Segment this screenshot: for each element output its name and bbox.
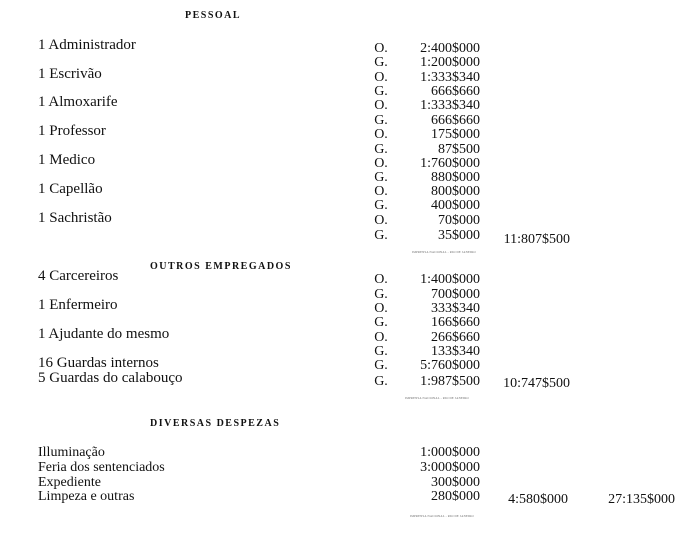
amount: 175$000: [431, 127, 480, 142]
amount: 166$660: [431, 315, 480, 330]
pay-code: G.: [374, 198, 388, 213]
pay-code: G.: [374, 142, 388, 157]
staff-name: 1 Enfermeiro: [38, 297, 118, 313]
staff-name: 1 Medico: [38, 152, 96, 168]
amount: 1:333$340: [420, 98, 480, 113]
staff-name: 5 Guardas do calabouço: [38, 370, 183, 386]
pay-code: O.: [374, 272, 388, 287]
section-heading-outros: OUTROS EMPREGADOS: [150, 261, 292, 272]
expense-name: Limpeza e outras: [38, 489, 135, 504]
amount: 3:000$000: [420, 460, 480, 475]
staff-name: 16 Guardas internos: [38, 355, 159, 371]
printer-stamp: IMPRENSA NACIONAL - RIO DE JANEIRO: [405, 396, 469, 400]
pay-code: O.: [374, 41, 388, 56]
amount: 700$000: [431, 287, 480, 302]
printer-stamp: IMPRENSA NACIONAL - RIO DE JANEIRO: [410, 514, 474, 518]
subtotal-diversas: 4:580$000: [508, 492, 568, 507]
grand-total: 27:135$000: [608, 492, 675, 507]
pay-code: O.: [374, 98, 388, 113]
amount: 333$340: [431, 301, 480, 316]
subtotal-pessoal: 11:807$500: [503, 232, 570, 247]
pay-code: G.: [374, 374, 388, 389]
pay-code: O.: [374, 184, 388, 199]
amount: 300$000: [431, 475, 480, 490]
staff-name: 1 Capellão: [38, 181, 103, 197]
expense-name: Expediente: [38, 475, 101, 490]
amount: 35$000: [438, 228, 480, 243]
pay-code: O.: [374, 301, 388, 316]
pay-code: G.: [374, 315, 388, 330]
expense-name: Feria dos sentenciados: [38, 460, 165, 475]
pay-code: O.: [374, 70, 388, 85]
amount: 266$660: [431, 330, 480, 345]
staff-name: 1 Escrivão: [38, 66, 102, 82]
amount: 1:400$000: [420, 272, 480, 287]
pay-code: O.: [374, 156, 388, 171]
staff-name: 4 Carcereiros: [38, 268, 119, 284]
pay-code: O.: [374, 213, 388, 228]
amount: 1:760$000: [420, 156, 480, 171]
pay-code: G.: [374, 170, 388, 185]
pay-code: O.: [374, 330, 388, 345]
amount: 133$340: [431, 344, 480, 359]
amount: 666$660: [431, 113, 480, 128]
pay-code: G.: [374, 287, 388, 302]
amount: 70$000: [438, 213, 480, 228]
pay-code: G.: [374, 113, 388, 128]
pay-code: G.: [374, 228, 388, 243]
section-heading-diversas: DIVERSAS DESPEZAS: [150, 418, 281, 429]
amount: 800$000: [431, 184, 480, 199]
amount: 280$000: [431, 489, 480, 504]
pay-code: G.: [374, 358, 388, 373]
section-heading-pessoal: PESSOAL: [185, 10, 242, 21]
amount: 880$000: [431, 170, 480, 185]
amount: 1:200$000: [420, 55, 480, 70]
amount: 666$660: [431, 84, 480, 99]
amount: 1:000$000: [420, 445, 480, 460]
pay-code: G.: [374, 84, 388, 99]
pay-code: O.: [374, 127, 388, 142]
pay-code: G.: [374, 55, 388, 70]
printer-stamp: IMPRENSA NACIONAL - RIO DE JANEIRO: [412, 250, 476, 254]
amount: 1:333$340: [420, 70, 480, 85]
staff-name: 1 Almoxarife: [38, 94, 118, 110]
staff-name: 1 Sachristão: [38, 210, 112, 226]
staff-name: 1 Professor: [38, 123, 106, 139]
staff-name: 1 Administrador: [38, 37, 136, 53]
amount: 87$500: [438, 142, 480, 157]
amount: 1:987$500: [420, 374, 480, 389]
amount: 2:400$000: [420, 41, 480, 56]
subtotal-outros: 10:747$500: [503, 376, 570, 391]
amount: 5:760$000: [420, 358, 480, 373]
staff-name: 1 Ajudante do mesmo: [38, 326, 170, 342]
amount: 400$000: [431, 198, 480, 213]
expense-name: Illuminação: [38, 445, 105, 460]
pay-code: G.: [374, 344, 388, 359]
